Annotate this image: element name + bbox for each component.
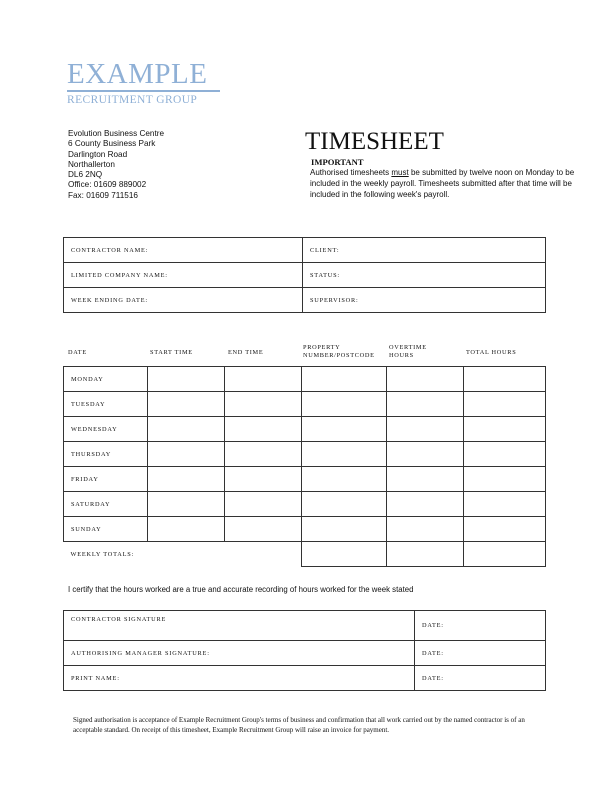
- contractor-signature-field[interactable]: [64, 611, 415, 641]
- hours-cell[interactable]: [387, 517, 464, 542]
- address-line: Fax: 01609 711516: [68, 190, 138, 200]
- date-field[interactable]: [415, 611, 546, 641]
- column-header-overtime: OVERTIME HOURS: [389, 344, 427, 359]
- address-line: Northallerton: [68, 159, 115, 169]
- manager-signature-field[interactable]: [64, 641, 415, 666]
- column-header-start-time: START TIME: [150, 349, 193, 356]
- print-name-field[interactable]: [64, 666, 415, 691]
- important-heading: IMPORTANT: [311, 157, 364, 167]
- address-line: 6 County Business Park: [68, 139, 156, 149]
- hours-table: [63, 366, 546, 567]
- logo-underline: [67, 90, 220, 92]
- logo-subtitle: RECRUITMENT GROUP: [67, 94, 198, 106]
- important-text-pre: Authorised timesheets: [310, 168, 392, 177]
- hours-cell[interactable]: [387, 442, 464, 467]
- hours-cell[interactable]: [464, 517, 546, 542]
- hours-cell[interactable]: [387, 367, 464, 392]
- important-text-post: be submitted by twelve noon on Monday to be included in the weekly payroll. Timesheets submitted after that time will be included in the following week's payroll.: [310, 168, 575, 199]
- company-address: [68, 129, 164, 201]
- hours-cell[interactable]: [387, 392, 464, 417]
- day-label: FRIDAY: [64, 467, 148, 492]
- date-field[interactable]: [415, 641, 546, 666]
- label: DATE:: [422, 622, 444, 629]
- hours-cell[interactable]: [302, 442, 387, 467]
- label: CONTRACTOR SIGNATURE: [71, 616, 167, 623]
- address-line: Office: 01609 889002: [68, 180, 147, 190]
- day-label: THURSDAY: [64, 442, 148, 467]
- hours-cell[interactable]: [148, 367, 225, 392]
- table-row: [64, 417, 546, 442]
- hours-cell[interactable]: [464, 467, 546, 492]
- table-row: [64, 392, 546, 417]
- hours-cell[interactable]: [225, 467, 302, 492]
- weekly-totals-row: [64, 542, 546, 567]
- hours-cell[interactable]: [302, 417, 387, 442]
- day-label: SUNDAY: [64, 517, 148, 542]
- day-label: TUESDAY: [64, 392, 148, 417]
- limited-company-field[interactable]: [64, 263, 303, 288]
- supervisor-field[interactable]: [303, 288, 546, 313]
- label: WEEK ENDING DATE:: [71, 296, 148, 304]
- hours-cell[interactable]: [148, 492, 225, 517]
- hours-cell[interactable]: [464, 492, 546, 517]
- hours-cell[interactable]: [302, 517, 387, 542]
- label: CLIENT:: [310, 246, 340, 254]
- table-row: [64, 517, 546, 542]
- address-line: Evolution Business Centre: [68, 129, 165, 138]
- logo-name: EXAMPLE: [67, 58, 208, 90]
- hours-cell[interactable]: [302, 467, 387, 492]
- label: DATE:: [422, 649, 444, 657]
- day-label: SATURDAY: [64, 492, 148, 517]
- hours-cell[interactable]: [464, 367, 546, 392]
- column-header-total-hours: TOTAL HOURS: [466, 349, 517, 356]
- table-row: [64, 467, 546, 492]
- label: SUPERVISOR:: [310, 296, 359, 304]
- hours-cell[interactable]: [387, 492, 464, 517]
- address-line: DL6 2NQ: [68, 170, 103, 180]
- status-field[interactable]: [303, 263, 546, 288]
- important-text: [310, 167, 590, 200]
- hours-cell[interactable]: [302, 492, 387, 517]
- certification-text: I certify that the hours worked are a true and accurate recording of hours worked for the week stated: [68, 585, 414, 594]
- week-ending-field[interactable]: [64, 288, 303, 313]
- hours-cell[interactable]: [302, 367, 387, 392]
- hours-cell[interactable]: [225, 392, 302, 417]
- hours-cell[interactable]: [148, 417, 225, 442]
- day-label: MONDAY: [64, 367, 148, 392]
- hours-cell[interactable]: [464, 392, 546, 417]
- table-row: [64, 367, 546, 392]
- label: DATE:: [422, 674, 444, 682]
- hours-cell[interactable]: [387, 417, 464, 442]
- hours-cell[interactable]: [148, 467, 225, 492]
- label: PRINT NAME:: [71, 674, 120, 682]
- hours-cell[interactable]: [148, 392, 225, 417]
- day-label: WEDNESDAY: [64, 417, 148, 442]
- contractor-details-table: [63, 237, 546, 313]
- table-row: [64, 442, 546, 467]
- hours-cell[interactable]: [148, 442, 225, 467]
- signature-table: [63, 610, 546, 691]
- label: STATUS:: [310, 271, 340, 279]
- column-header-date: DATE: [68, 349, 87, 356]
- column-header-end-time: END TIME: [228, 349, 264, 356]
- total-cell[interactable]: [387, 542, 464, 567]
- hours-cell[interactable]: [464, 442, 546, 467]
- date-field[interactable]: [415, 666, 546, 691]
- hours-cell[interactable]: [225, 442, 302, 467]
- table-row: [64, 492, 546, 517]
- hours-cell[interactable]: [148, 517, 225, 542]
- total-cell[interactable]: [464, 542, 546, 567]
- weekly-totals-label: WEEKLY TOTALS:: [64, 542, 302, 567]
- important-must: must: [391, 168, 409, 177]
- contractor-name-field[interactable]: [64, 238, 303, 263]
- client-field[interactable]: [303, 238, 546, 263]
- address-line: Darlington Road: [68, 149, 128, 159]
- hours-cell[interactable]: [225, 492, 302, 517]
- hours-cell[interactable]: [225, 417, 302, 442]
- hours-cell[interactable]: [225, 517, 302, 542]
- page-title: TIMESHEET: [305, 128, 444, 155]
- hours-cell[interactable]: [464, 417, 546, 442]
- label: CONTRACTOR NAME:: [71, 246, 149, 254]
- label: LIMITED COMPANY NAME:: [71, 271, 168, 279]
- column-header-property: PROPERTY NUMBER/POSTCODE: [303, 344, 375, 359]
- label: AUTHORISING MANAGER SIGNATURE:: [71, 649, 210, 657]
- total-cell[interactable]: [302, 542, 387, 567]
- footer-terms: Signed authorisation is acceptance of Example Recruitment Group's terms of business and confirmation that all work carried out by the named contractor is of an acceptable standard. On receipt of this timesheet, Example Recruitment Group will raise an invoice for payment.: [73, 716, 525, 734]
- hours-cell[interactable]: [302, 392, 387, 417]
- hours-cell[interactable]: [225, 367, 302, 392]
- hours-cell[interactable]: [387, 467, 464, 492]
